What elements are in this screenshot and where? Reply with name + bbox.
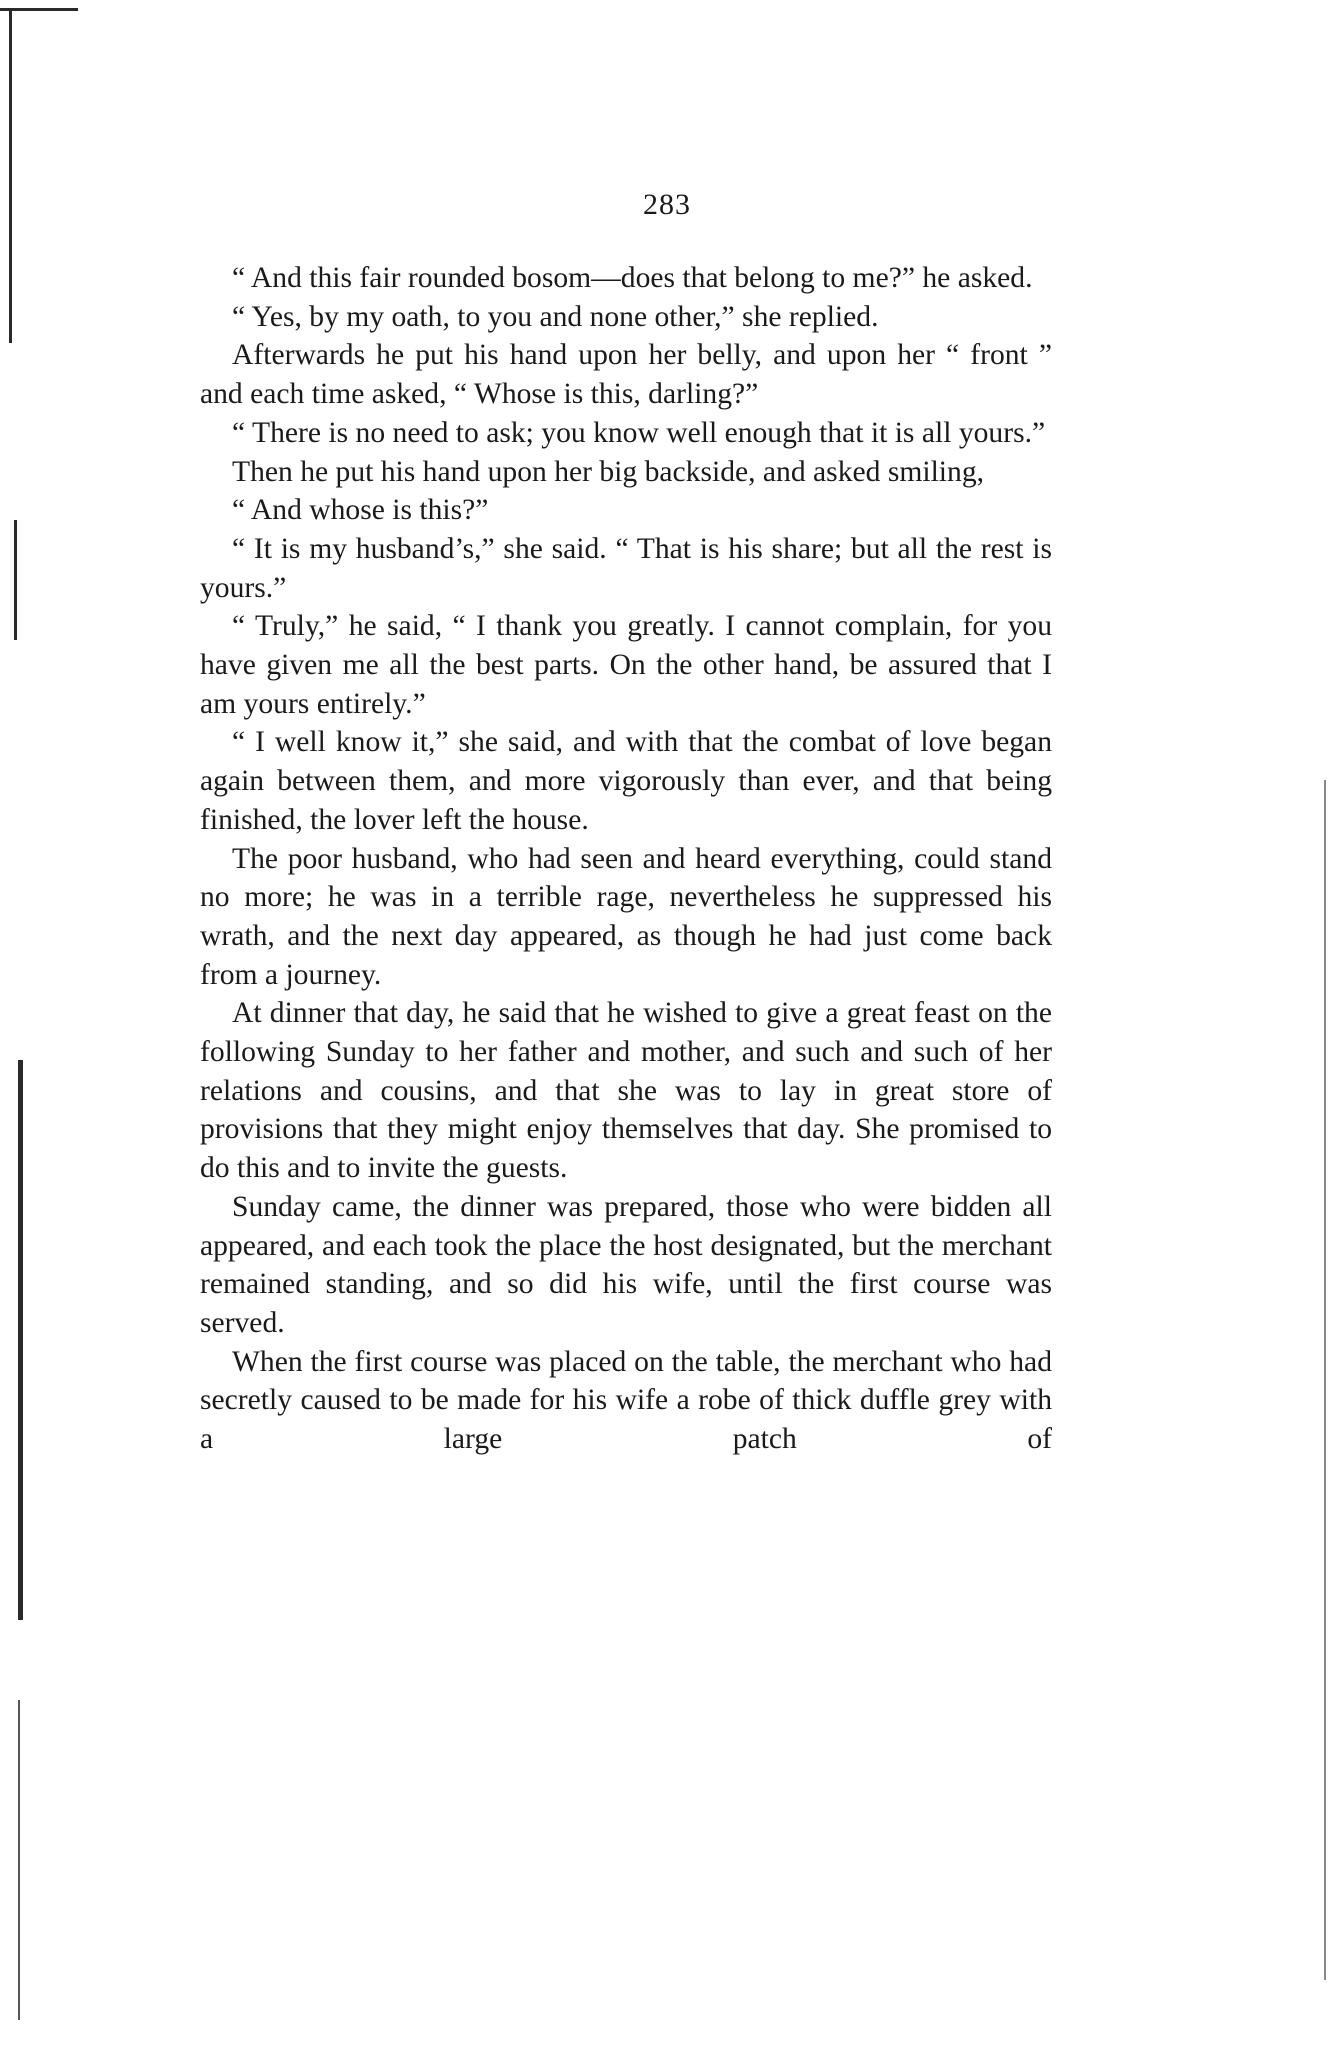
paragraph: “ Yes, by my oath, to you and none other,” she replied. <box>232 300 879 333</box>
scan-border-left <box>9 8 12 343</box>
paragraph: “ And whose is this?” <box>232 494 489 527</box>
paragraph: “ It is my husband’s,” she said. “ That is his share; but all the rest is yours.” <box>200 532 1052 604</box>
scan-border-left-mark <box>18 1700 20 2020</box>
paragraph: Then he put his hand upon her big backside, and asked smiling, <box>232 455 985 488</box>
body-text <box>200 259 1052 1459</box>
paragraph: “ And this fair rounded bosom—does that belong to me?” he asked. <box>232 262 1033 294</box>
paragraph: “ There is no need to ask; you know well enough that it is all yours.” <box>232 416 1046 449</box>
scan-border-right <box>1324 780 1326 1980</box>
paragraph: Sunday came, the dinner was prepared, those who were bidden all appeared, and each took the place the host designated, but the merchant remained standing, and so did his wife, until the first course was served. <box>200 1190 1052 1339</box>
page-number: 283 <box>643 188 691 221</box>
paragraph: At dinner that day, he said that he wished to give a great feast on the following Sunday to her father and mother, and such and such of her relations and cousins, and that she was to lay in great store of provisions that they might enjoy themselves that day. She promised to do this and to invite the guests. <box>200 997 1052 1185</box>
paragraph: The poor husband, who had seen and heard everything, could stand no more; he was in a terrible rage, nevertheless he suppressed his wrath, and the next day appeared, as though he had just come back from a journey. <box>200 842 1052 991</box>
paragraph: “ I well know it,” she said, and with that the combat of love began again between them, and more vigorously than ever, and that being finished, the lover left the house. <box>200 726 1052 836</box>
paragraph: “ Truly,” he said, “ I thank you greatly. I cannot complain, for you have given me all the best parts. On the other hand, be assured that I am yours entirely.” <box>200 610 1052 720</box>
paragraph: Afterwards he put his hand upon her belly, and upon her “ front ” and each time asked, “ Whose is this, darling?” <box>200 339 1052 411</box>
paragraph: When the first course was placed on the table, the merchant who had secretly caused to be made for his wife a robe of thick duffle grey with a large patch of <box>200 1345 1052 1456</box>
scan-border-left-mark <box>14 520 17 640</box>
scan-border-left-mark <box>18 1060 23 1620</box>
